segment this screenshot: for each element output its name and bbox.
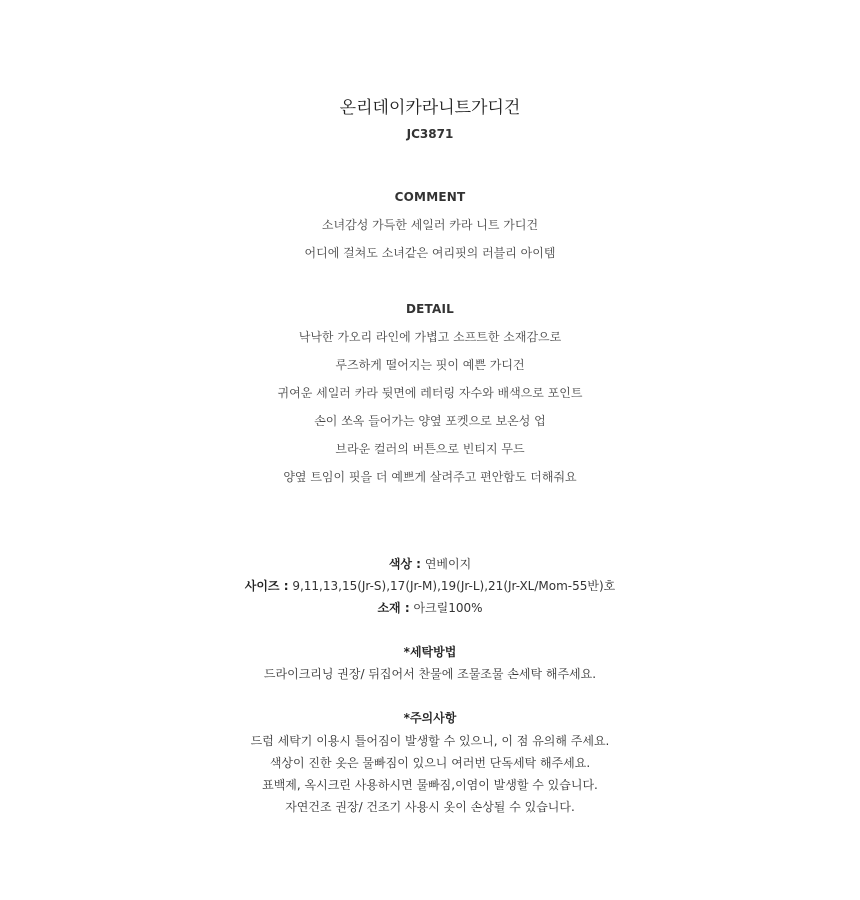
detail-line: 낙낙한 가오리 라인에 가볍고 소프트한 소재감으로	[298, 330, 562, 344]
material-info	[0, 602, 860, 614]
washing-heading: *세탁방법	[403, 645, 457, 659]
washing-line: 드라이크리닝 권장/ 뒤집어서 찬물에 조물조물 손세탁 해주세요.	[263, 667, 597, 681]
detail-line: 손이 쏘옥 들어가는 양옆 포켓으로 보온성 업	[314, 414, 546, 428]
color-info	[0, 558, 860, 570]
detail-line: 양옆 트임이 핏을 더 예쁘게 살려주고 편안함도 더해줘요	[283, 470, 577, 484]
product-code: JC3871	[406, 127, 454, 141]
color-value: 연베이지	[424, 557, 472, 571]
detail-line: 귀여운 세일러 카라 뒷면에 레터링 자수와 배색으로 포인트	[277, 386, 583, 400]
caution-line: 자연건조 권장/ 건조기 사용시 옷이 손상될 수 있습니다.	[285, 800, 575, 814]
detail-heading: DETAIL	[405, 302, 454, 316]
color-label: 색상 :	[388, 557, 421, 571]
product-title: 온리데이카라니트가디건	[339, 98, 521, 118]
comment-line: 어디에 걸쳐도 소녀같은 여리핏의 러블리 아이템	[304, 246, 556, 260]
size-value: 9,11,13,15(Jr-S),17(Jr-M),19(Jr-L),21(Jr-XL/Mom-55반)호	[292, 579, 616, 593]
comment-line: 소녀감성 가득한 세일러 카라 니트 가디건	[321, 218, 539, 232]
caution-heading: *주의사항	[403, 711, 457, 725]
material-value: 아크릴100%	[413, 601, 483, 615]
detail-line: 루즈하게 떨어지는 핏이 예쁜 가디건	[335, 358, 525, 372]
caution-line: 표백제, 옥시크린 사용하시면 물빠짐,이염이 발생할 수 있습니다.	[262, 778, 598, 792]
size-label: 사이즈 :	[244, 579, 289, 593]
detail-line: 브라운 컬러의 버튼으로 빈티지 무드	[335, 442, 525, 456]
comment-heading: COMMENT	[394, 190, 466, 204]
caution-line: 드럼 세탁기 이용시 틀어짐이 발생할 수 있으니, 이 점 유의해 주세요.	[250, 734, 610, 748]
caution-line: 색상이 진한 옷은 물빠짐이 있으니 여러번 단독세탁 해주세요.	[269, 756, 591, 770]
material-label: 소재 :	[377, 601, 410, 615]
size-info	[0, 580, 860, 592]
